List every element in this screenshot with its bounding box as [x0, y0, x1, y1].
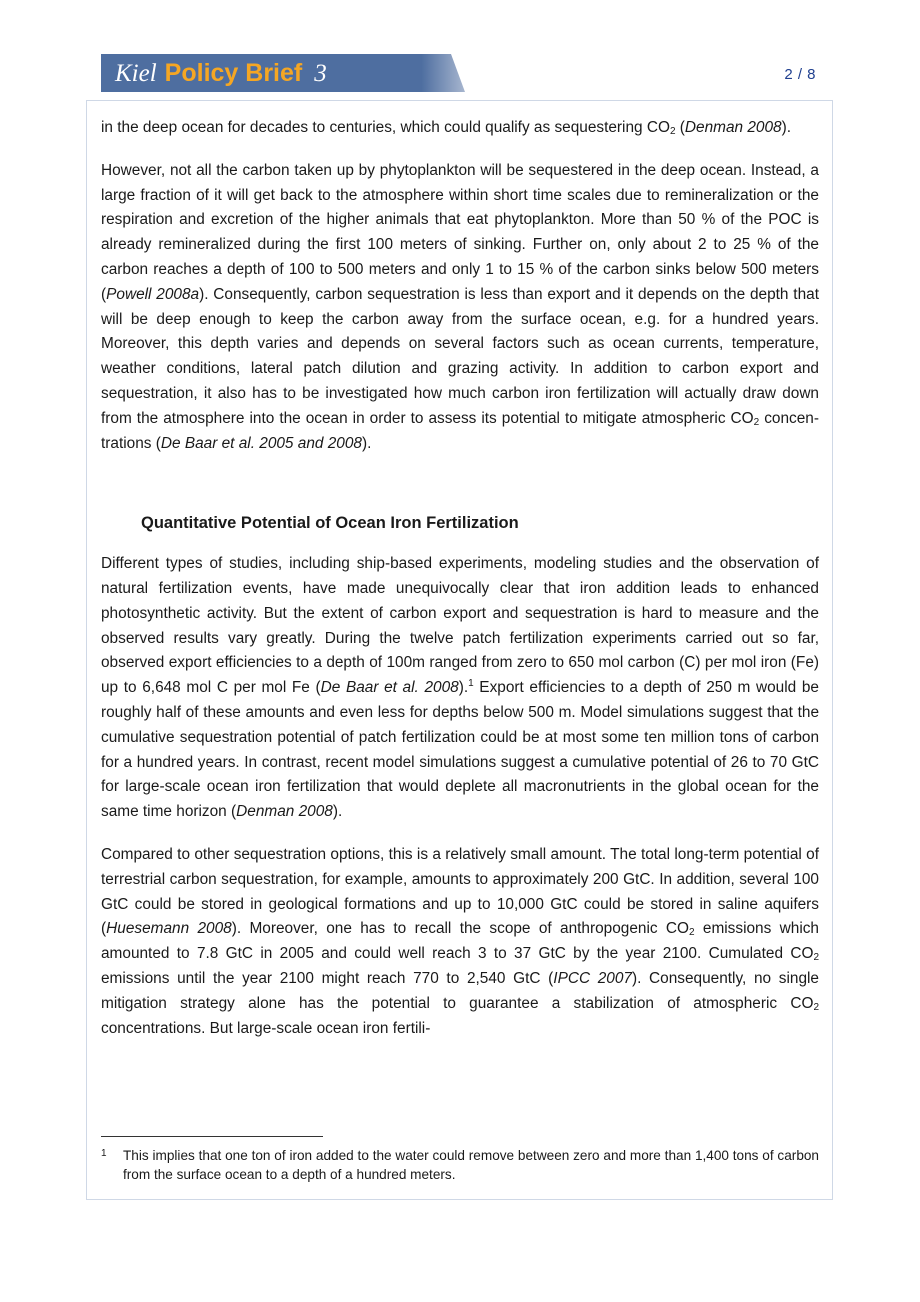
footnote-reference[interactable]: 1 — [468, 678, 474, 690]
subscript: 2 — [753, 416, 760, 428]
brand-title — [115, 57, 327, 90]
text-run: concentrations. But large-scale ocean iron fertili- — [101, 1019, 431, 1037]
text-run: ). — [458, 679, 469, 697]
footnote-text: This implies that one ton of iron added to the water could remove between zero and more than 1,400 tons of carbon from the surface ocean to a depth of a hundred meters. — [123, 1148, 819, 1182]
text-run: ( — [675, 119, 685, 136]
text-run: However, not all the carbon taken up by phytoplankton will be sequestered in the deep ocean. Instead, a large fraction of it will get back to the atmosphere within short time scales due to remineralization or the respiration and excretion of the higher animals that eat phytoplankton. More than 50 % of the POC is already remineralized during the first 100 meters of sinking. Further on, only about 2 to 25 % of the carbon reaches a depth of 100 to 500 meters and only 1 to 15 % of the carbon sinks below 500 meters ( — [101, 161, 819, 303]
text-run: ). Consequently, carbon sequestration is less than export and it depends on the depth that will be deep enough to keep the carbon away from the surface ocean, e.g. for a hundred years. Moreover, this depth varies and depends on several factors such as ocean currents, temperature, weather conditions, lateral patch dilution and grazing activity. In addition to carbon export and sequestration, it also has to be investigated how much carbon iron fertilization will actually draw down from the atmosphere into the ocean in order to assess its potential to mitigate atmospheric CO — [101, 285, 819, 427]
header-banner — [101, 54, 465, 92]
brand-policy-brief: Policy Brief — [164, 59, 303, 87]
section-heading: Quantitative Potential of Ocean Iron Fertilization — [141, 514, 519, 533]
paragraph-4 — [101, 843, 819, 1041]
footnote-divider — [101, 1136, 323, 1137]
text-run: emissions until the year 2100 might reach 770 to 2,540 GtC ( — [101, 969, 554, 987]
brand-number: 3 — [314, 60, 327, 87]
citation: IPCC 2007 — [553, 969, 632, 987]
text-run: Compared to other sequestration options, this is a relatively small amount. The total long-term potential of terrestrial carbon sequestration, for example, amounts to approximately 200 GtC. In addition, several 100 GtC could be stored in geological formations and up to 10,000 GtC could be stored in saline aquifers ( — [101, 845, 819, 938]
subscript: 2 — [669, 126, 676, 137]
text-run: ). Moreover, one has to recall the scope of anthropogenic CO — [231, 920, 689, 938]
paragraph-2 — [101, 159, 819, 457]
text-run: Export efficiencies to a depth of 250 m would be roughly half of these amounts and even less for depths below 500 m. Model simulations suggest that the cumulative sequestration potential of patch fertilization could be at most some ten million tons of carbon for a hundred years. In contrast, recent model simulations suggest a cumulative potential of 26 to 70 GtC for large-scale ocean iron fertilization that would deplete all macronutrients in the global ocean for the same time horizon ( — [101, 679, 819, 821]
citation: Powell 2008a — [106, 285, 200, 303]
text-run: ). — [332, 803, 343, 821]
page-number: 2 / 8 — [784, 66, 816, 83]
footnote-mark: 1 — [101, 1148, 107, 1159]
footnote — [101, 1146, 819, 1184]
text-run: concentrations ( — [101, 409, 820, 452]
subscript: 2 — [688, 927, 695, 939]
subscript: 2 — [813, 952, 819, 964]
text-run: in the deep ocean for decades to centuries, which could qualify as sequestering CO — [101, 119, 670, 136]
paragraph-3 — [101, 552, 819, 825]
citation: De Baar et al. 2008 — [320, 679, 459, 697]
text-run: Different types of studies, including ship-based experiments, modeling studies and the observation of natural fertilization events, have made unequivocally clear that iron addition leads to enhanced photosynthetic activity. But the extent of carbon export and sequestration is hard to measure and the observed results vary greatly. During the twelve patch fertilization experiments carried out so far, observed export efficiencies to a depth of 100m ranged from zero to 650 mol carbon (C) per mol iron (Fe) up to 6,648 mol C per mol Fe ( — [101, 555, 819, 697]
citation: Denman 2008 — [236, 803, 333, 821]
text-run: emissions which amounted to 7.8 GtC in 2005 and could well reach 3 to 37 GtC by the year 2100. Cumulated CO — [101, 920, 819, 963]
text-run: ). — [781, 119, 792, 136]
paragraph-1 — [101, 116, 819, 141]
citation: De Baar et al. 2005 and 2008 — [160, 434, 362, 452]
text-run: ). — [361, 434, 372, 452]
citation: Huesemann 2008 — [106, 920, 232, 938]
body-text — [101, 116, 819, 1059]
text-run: ). Consequently, no single mitigation strategy alone has the potential to guarantee a stabilization of atmospheric CO — [101, 969, 819, 1012]
brand-kiel: Kiel — [115, 60, 157, 87]
subscript: 2 — [813, 1001, 819, 1013]
citation: Denman 2008 — [684, 119, 782, 136]
